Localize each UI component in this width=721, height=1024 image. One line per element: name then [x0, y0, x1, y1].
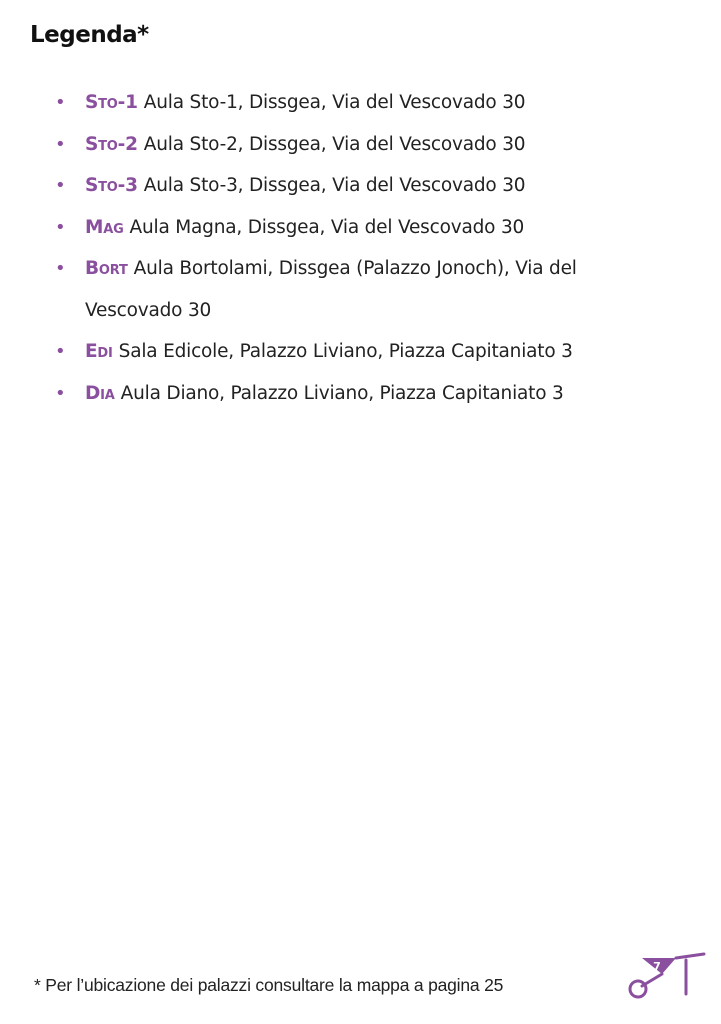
legend-code: Bort	[85, 258, 128, 279]
legend-description: Aula Sto-1, Dissgea, Via del Vescovado 30	[143, 92, 526, 113]
legend-list	[55, 82, 655, 414]
legend-code: Sto-2	[85, 133, 138, 155]
legend-description: Aula Bortolami, Dissgea (Palazzo Jonoch), Via del Vescovado 30	[85, 258, 577, 321]
bullet-icon: •	[55, 216, 66, 238]
bullet-icon: •	[55, 92, 66, 113]
legend-description: Aula Diano, Palazzo Liviano, Piazza Capitaniato 3	[120, 382, 564, 404]
legend-item	[55, 165, 655, 207]
legend-code: Dia	[85, 382, 115, 404]
page-number: 7	[653, 960, 661, 973]
wheelbarrow-icon	[624, 952, 706, 1004]
page-title: Legenda*	[30, 22, 149, 48]
bullet-icon: •	[55, 258, 66, 279]
footer-note: * Per l’ubicazione dei palazzi consultare la mappa a pagina 25	[34, 975, 504, 995]
bullet-icon: •	[55, 133, 66, 155]
legend-item	[55, 124, 655, 166]
legend-item	[55, 248, 655, 331]
legend-description: Sala Edicole, Palazzo Liviano, Piazza Capitaniato 3	[118, 341, 573, 362]
legend-item	[55, 82, 655, 124]
legend-code: Sto-3	[85, 175, 138, 196]
bullet-icon: •	[55, 175, 66, 196]
legend-item	[55, 207, 655, 249]
bullet-icon: •	[55, 382, 66, 404]
legend-description: Aula Sto-3, Dissgea, Via del Vescovado 30	[143, 175, 526, 196]
legend-code: Sto-1	[85, 92, 138, 113]
legend-item	[55, 373, 655, 415]
legend-code: Mag	[85, 216, 124, 238]
legend-description: Aula Sto-2, Dissgea, Via del Vescovado 30	[143, 133, 526, 155]
bullet-icon: •	[55, 341, 66, 362]
legend-description: Aula Magna, Dissgea, Via del Vescovado 30	[129, 216, 525, 238]
legend-code: Edi	[85, 341, 113, 362]
legend-item	[55, 331, 655, 373]
